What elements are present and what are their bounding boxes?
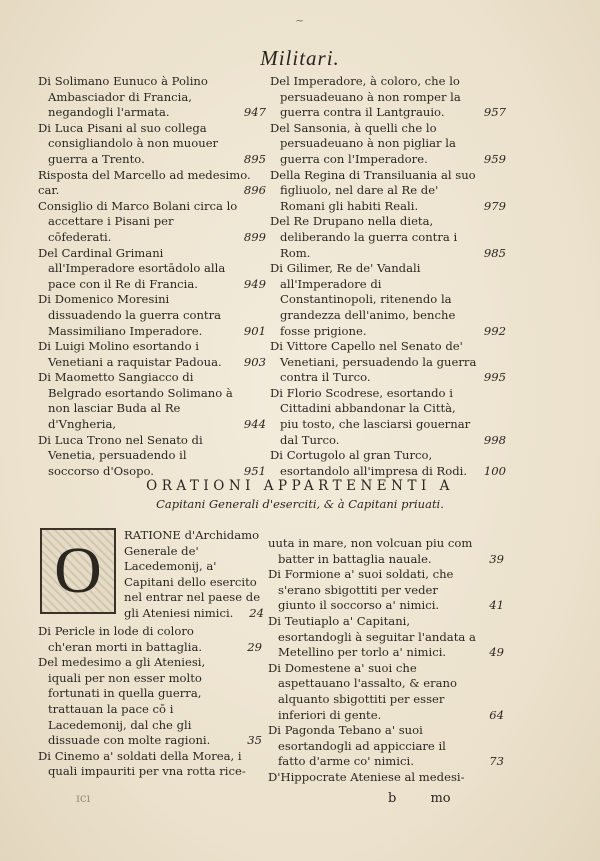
entry-page: 979 <box>483 198 506 213</box>
entry-page: 899 <box>243 229 266 244</box>
faint-mark: ɪcı <box>76 791 91 805</box>
index-entry <box>38 624 262 655</box>
entry-text: Del Imperadore, à coloro, che lo persuadeuano à non romper la guerra contra il Lantgrauio. <box>270 74 461 120</box>
entry-page: 944 <box>243 417 266 432</box>
right-column-top <box>270 74 506 479</box>
entry-page: 959 <box>483 151 506 166</box>
index-entry <box>270 121 506 168</box>
entry-text: Di Luca Pisani al suo collega consigliandolo à non muouer guerra a Trento. <box>38 120 219 166</box>
entry-text: Di Teutiaplo a' Capitani, esortandogli à seguitar l'andata a Metellino per torlo a' nimici. <box>268 613 476 660</box>
entry-text: Di Florio Scodrese, esortando i Cittadini abbandonar la Città, piu tosto, che lasciarsi gouernar dal Turco. <box>270 385 471 447</box>
entry-page: 73 <box>489 754 504 769</box>
entry-page: 957 <box>483 105 506 120</box>
entry-text: Di Domestene a' suoi che aspettauano l'assalto, & erano alquanto sbigottiti per esser inferiori di gente. <box>268 660 457 722</box>
section-title: ORATIONI APPARTENENTI A <box>146 478 454 494</box>
catchword <box>388 791 481 806</box>
entry-page: 49 <box>489 645 504 660</box>
entry-text: Di Pericle in lode di coloro ch'eran morti in battaglia. <box>38 624 203 654</box>
signature-mark: b <box>388 791 397 806</box>
entry-page: 24 <box>249 605 264 620</box>
entry-page: 100 <box>483 463 506 478</box>
entry-text: Risposta del Marcello ad medesimo. <box>38 167 251 182</box>
index-entry <box>38 339 266 370</box>
entry-page: 901 <box>243 323 266 338</box>
index-entry <box>268 770 504 786</box>
index-entry <box>268 536 504 567</box>
running-head: Militari. <box>260 46 340 70</box>
index-entry <box>268 614 504 661</box>
entry-page: 985 <box>483 245 506 260</box>
initial-entry <box>124 528 264 622</box>
entry-page: 992 <box>483 323 506 338</box>
entry-text: Di Luigi Molino esortando i Venetiani a raquistar Padoua. <box>38 339 222 369</box>
index-entry <box>38 183 266 199</box>
decorated-initial: O <box>40 528 116 614</box>
index-entry <box>270 386 506 448</box>
entry-page: 951 <box>243 463 266 478</box>
entry-text: Di Vittore Capello nel Senato de' Venetiani, persuadendo la guerra contra il Turco. <box>270 339 477 385</box>
index-entry <box>270 214 506 261</box>
index-entry <box>38 655 262 749</box>
entry-page: 41 <box>489 598 504 613</box>
entry-text: Di Gilimer, Re de' Vandali all'Imperadore di Constantinopoli, ritenendo la grandezza dell'animo, benche fosse prigione. <box>270 261 456 338</box>
entry-text: Di Pagonda Tebano a' suoi esortandogli ad appicciare il fatto d'arme co' nimici. <box>268 723 446 769</box>
index-entry <box>270 339 506 386</box>
entry-text: Della Regina di Transiluania al suo figliuolo, nel dare al Re de' Romani gli habiti Reali. <box>270 167 476 213</box>
entry-text: Del medesimo a gli Ateniesi, iquali per non esser molto fortunati in quella guerra, trattauan la pace cō i Lacedemonij, dal che gli dissuade con molte ragioni. <box>38 655 211 748</box>
index-entry <box>38 370 266 432</box>
index-entry <box>38 749 262 780</box>
section-subtitle: Capitani Generali d'eserciti, & à Capitani priuati. <box>156 497 444 511</box>
entry-text: Del Cardinal Grimani all'Imperadore esortādolo alla pace con il Re di Francia. <box>38 245 226 291</box>
entry-page: 998 <box>483 432 506 447</box>
entry-page: 35 <box>247 733 262 748</box>
index-entry <box>270 168 506 215</box>
entry-text: Consiglio di Marco Bolani circa lo accettare i Pisani per cōfederati. <box>38 198 238 244</box>
index-entry <box>38 74 266 121</box>
index-entry <box>270 261 506 339</box>
entry-page: 949 <box>243 276 266 291</box>
entry-text: uuta in mare, non volcuan piu com batter in battaglia nauale. <box>268 536 473 566</box>
entry-page: 947 <box>243 105 266 120</box>
entry-page: 903 <box>243 354 266 369</box>
catchword-text: mo <box>430 791 451 806</box>
index-entry <box>38 199 266 246</box>
top-mark: ~ <box>295 14 305 27</box>
entry-page: 39 <box>489 551 504 566</box>
entry-text: Di Domenico Moresini dissuadendo la guerra contra Massimiliano Imperadore. <box>38 292 222 338</box>
entry-text: D'Hippocrate Ateniese al medesi- <box>268 769 465 784</box>
left-column-bottom <box>38 624 262 780</box>
entry-text: Di Formione a' suoi soldati, che s'erano sbigottiti per veder giunto il soccorso a' nimici. <box>268 567 454 613</box>
index-entry <box>268 567 504 614</box>
entry-text: RATIONE d'Archidamo Generale de' Lacedemonij, a' Capitani dello esercito nel entrar nel paese de gli Ateniesi nimici. <box>124 528 261 620</box>
left-column-top <box>38 74 266 479</box>
index-entry <box>270 448 506 479</box>
index-entry <box>268 723 504 770</box>
entry-page: 995 <box>483 370 506 385</box>
index-entry <box>38 246 266 293</box>
right-column-bottom <box>268 536 504 786</box>
index-entry <box>38 433 266 480</box>
entry-page: 64 <box>489 707 504 722</box>
entry-text: Di Luca Trono nel Senato di Venetia, persuadendo il soccorso d'Osopo. <box>38 432 203 478</box>
index-entry <box>38 168 266 184</box>
entry-text: Di Maometto Sangiacco di Belgrado esortando Solimano à non lasciar Buda al Re d'Vngheria, <box>38 370 233 432</box>
index-entry <box>38 292 266 339</box>
entry-text: Del Sansonia, à quelli che lo persuadeuano à non pigliar la guerra con l'Imperadore. <box>270 120 456 166</box>
index-entry <box>270 74 506 121</box>
entry-text: Di Cinemo a' soldati della Morea, i quali impauriti per vna rotta rice- <box>38 748 246 779</box>
entry-page: 29 <box>247 639 262 654</box>
entry-text: Di Solimano Eunuco à Polino Ambasciador di Francia, negandogli l'armata. <box>38 74 208 120</box>
index-entry <box>268 661 504 723</box>
entry-page: 896 <box>243 183 266 198</box>
entry-page: 895 <box>243 151 266 166</box>
entry-text: car. <box>38 183 60 198</box>
entry-text: Di Cortugolo al gran Turco, esortandolo all'impresa di Rodi. <box>270 448 468 478</box>
entry-text: Del Re Drupano nella dieta, deliberando la guerra contra i Rom. <box>270 214 458 260</box>
index-entry <box>38 121 266 168</box>
